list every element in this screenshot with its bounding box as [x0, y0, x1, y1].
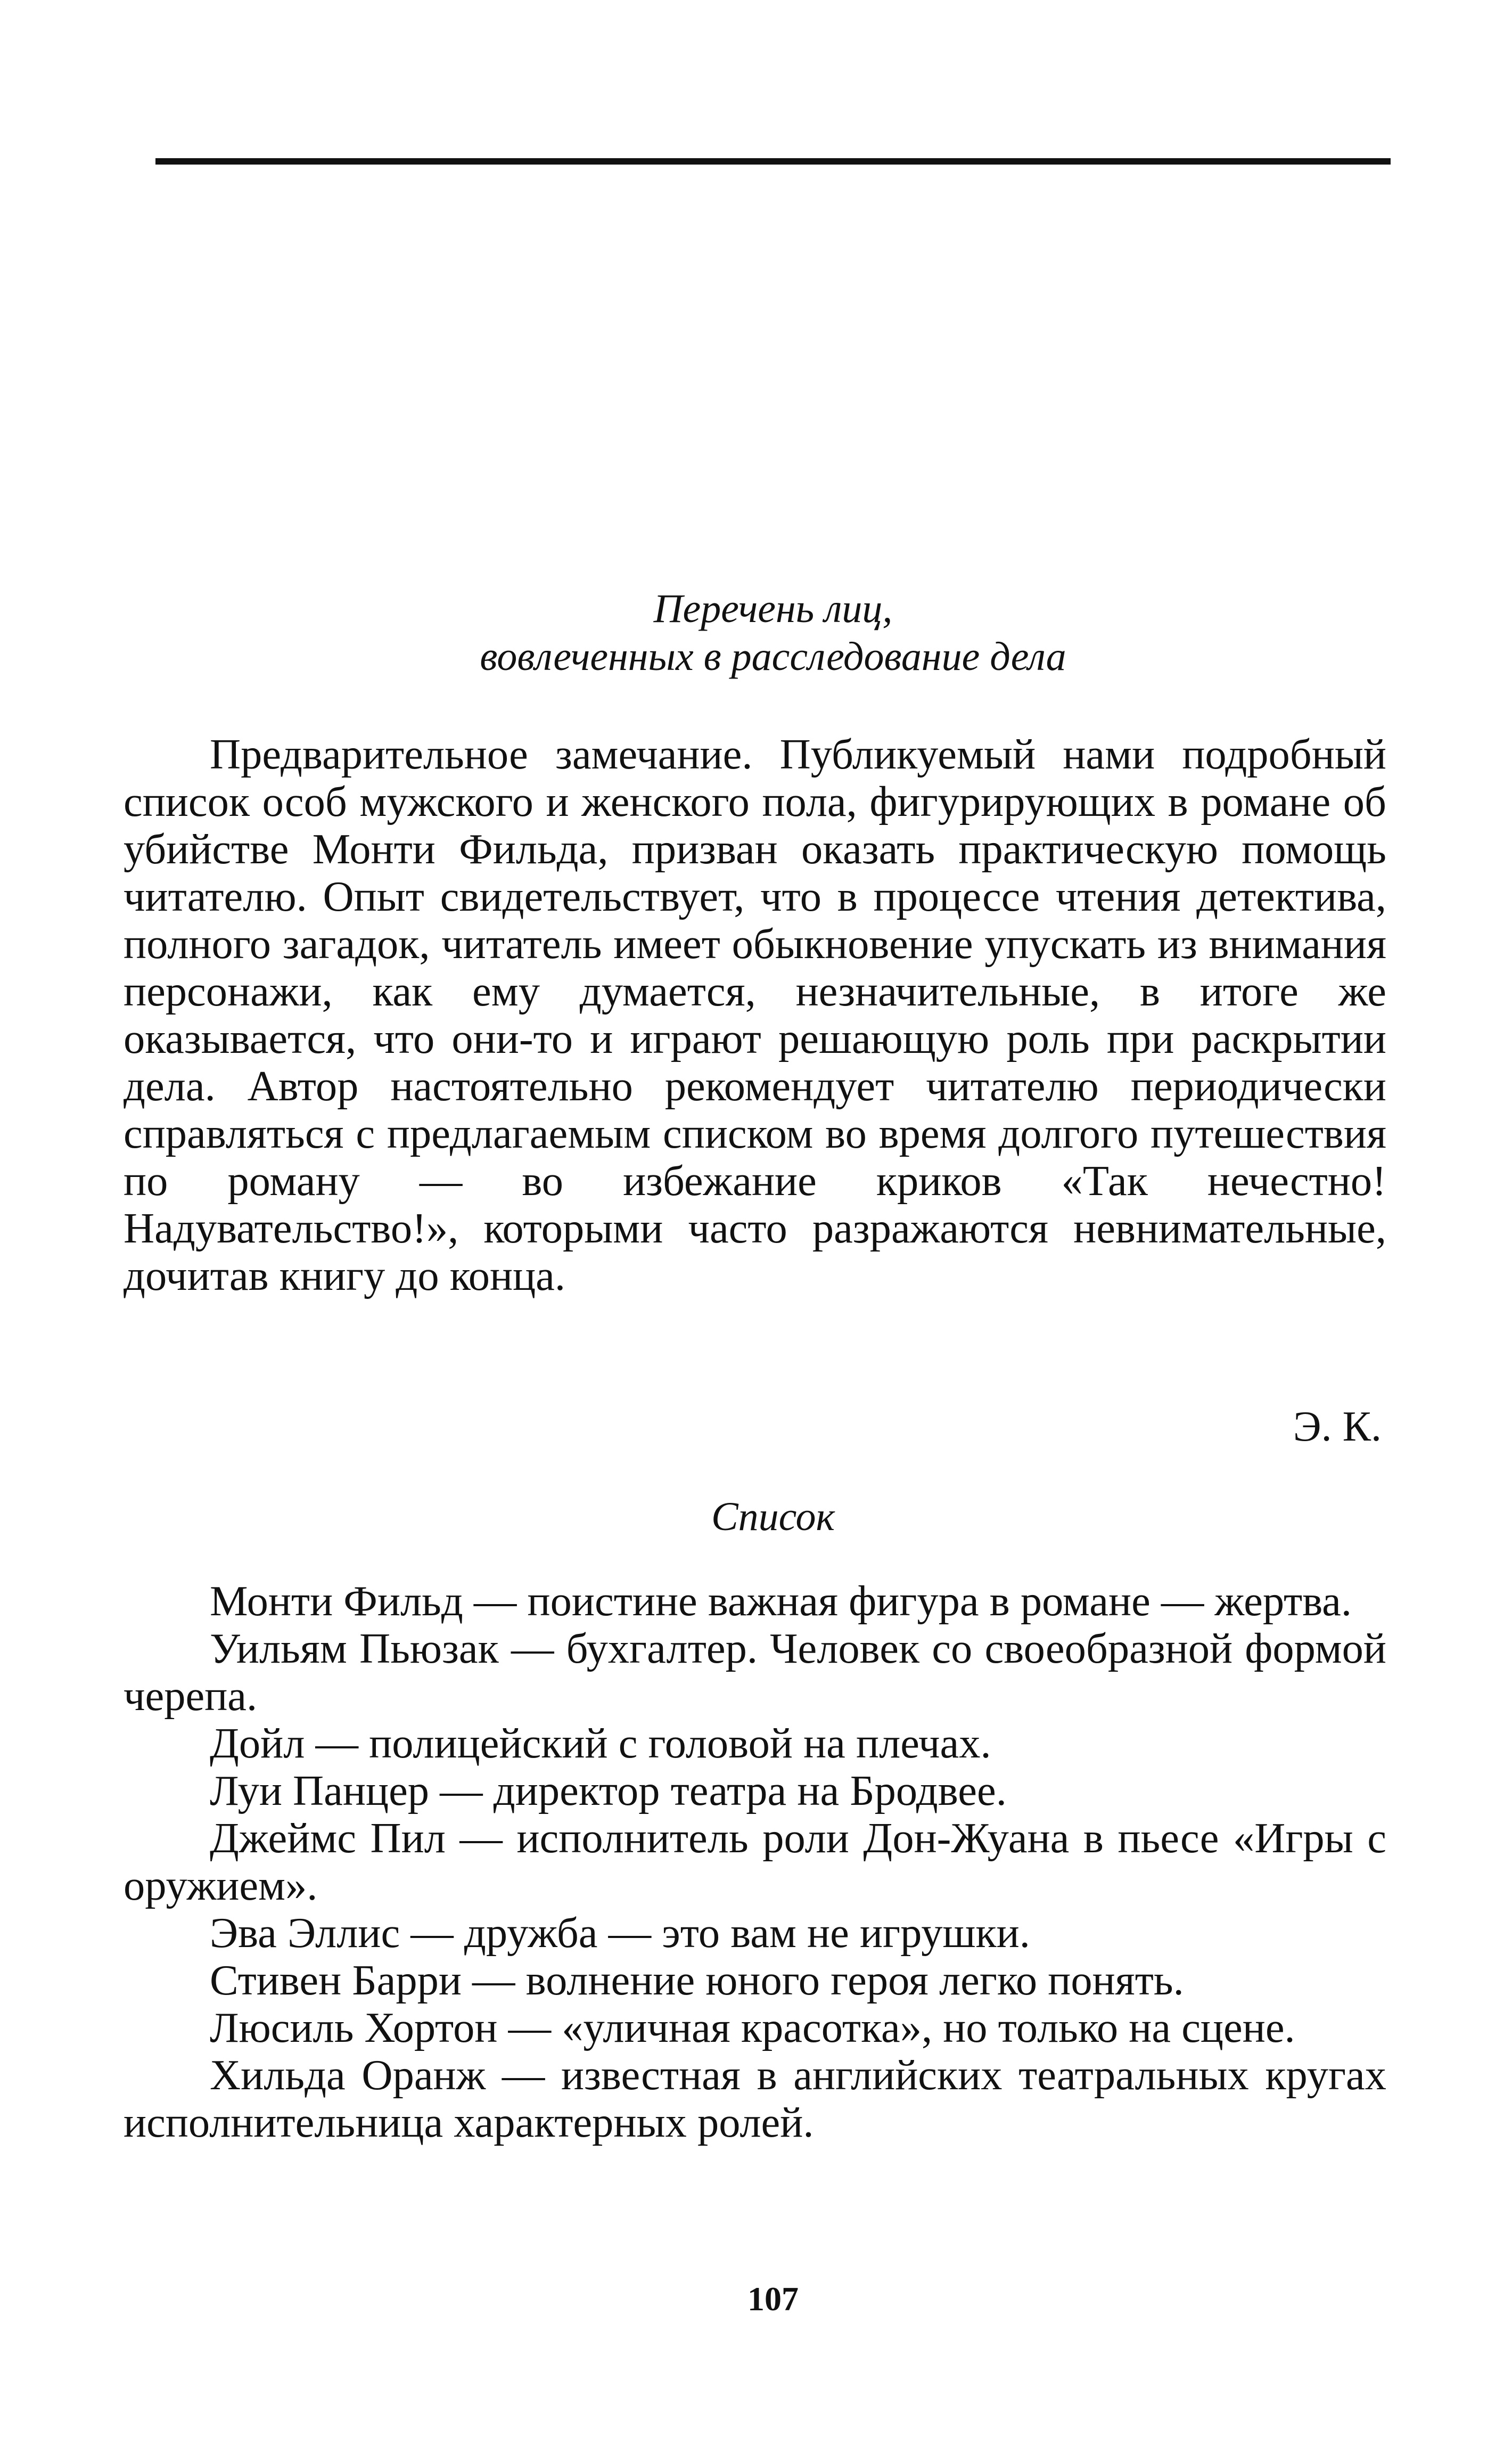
list-item: Хильда Оранж — известная в английских театральных кругах исполнительница характерных ролей.: [124, 2051, 1386, 2146]
list-item: Монти Фильд — поистине важная фигура в романе — жертва.: [210, 1577, 1352, 1625]
intro-section: [124, 731, 1386, 1299]
list-heading: Список: [711, 1494, 835, 1539]
signature: Э. К.: [1293, 1403, 1382, 1450]
list-item: Джеймс Пил — исполнитель роли Дон-Жуана в пьесе «Игры с оружием».: [124, 1814, 1386, 1909]
list-item: Уильям Пьюзак — бухгалтер. Человек со своеобразной формой черепа.: [124, 1625, 1386, 1720]
page-title-line-2: вовлеченных в расследование дела: [480, 634, 1066, 679]
list-item: Дойл — полицейский с головой на плечах.: [210, 1720, 991, 1767]
top-rule: [155, 158, 1391, 165]
character-list: [124, 1577, 1386, 2146]
list-item: Стивен Барри — волнение юного героя легко понять.: [210, 1957, 1184, 2004]
list-item: Люсиль Хортон — «уличная красотка», но только на сцене.: [210, 2004, 1295, 2051]
list-item: Луи Панцер — директор театра на Бродвее.: [210, 1767, 1007, 1814]
intro-paragraph: Предварительное замечание. Публикуемый нами подробный список особ мужского и женского пола, фигурирующих в романе об убийстве Монти Фильда, призван оказать практическую помощь читателю. Опыт свидетельствует, что в процессе чтения детектива, полного загадок, читатель имеет обыкновение упускать из внимания персонажи, как ему думается, незначительные, в итоге же оказывается, что они-то и играют решающую роль при раскрытии дела. Автор настоятельно рекомендует читателю периодически справляться с предлагаемым списком во время долгого путешествия по роману — во избежание криков «Так нечестно! Надувательство!», которыми часто разражаются невнимательные, дочитав книгу до конца.: [124, 731, 1386, 1299]
page-number: 107: [747, 2280, 799, 2318]
page-title-line-1: Перечень лиц,: [653, 586, 893, 631]
list-item: Эва Эллис — дружба — это вам не игрушки.: [210, 1909, 1030, 1957]
